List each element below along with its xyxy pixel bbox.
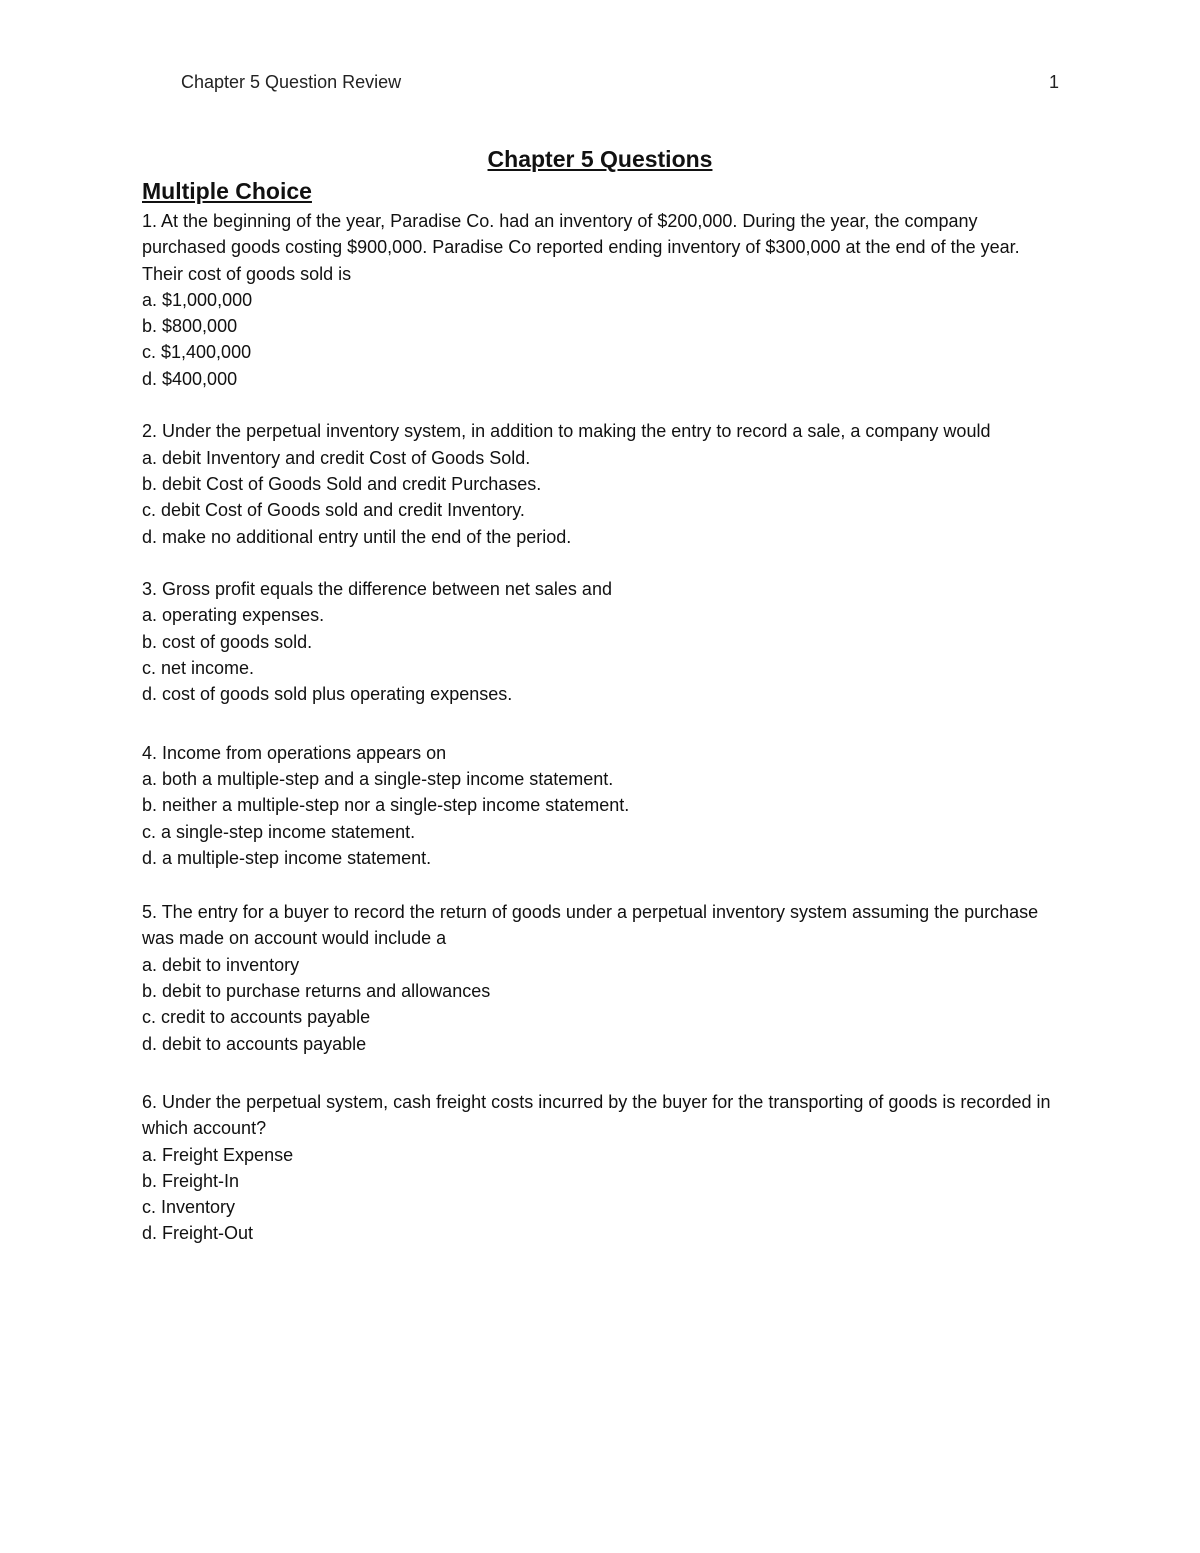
answer-option: a. Freight Expense <box>142 1144 294 1165</box>
question-5 <box>142 899 1062 1057</box>
question-stem: 5. The entry for a buyer to record the return of goods under a perpetual inventory system assuming the purchase was made on account would include a <box>142 902 1039 949</box>
page-header <box>181 72 1059 100</box>
answer-option: b. cost of goods sold. <box>142 631 313 652</box>
question-4 <box>142 740 1062 871</box>
answer-option: b. debit to purchase returns and allowances <box>142 981 491 1002</box>
answer-option: b. Freight-In <box>142 1170 240 1191</box>
answer-options <box>142 445 1062 550</box>
answer-option: b. $800,000 <box>142 316 238 337</box>
answer-option: c. Inventory <box>142 1197 236 1218</box>
answer-option: b. debit Cost of Goods Sold and credit Purchases. <box>142 473 542 494</box>
question-2 <box>142 418 1062 549</box>
answer-option: c. debit Cost of Goods sold and credit Inventory. <box>142 500 525 521</box>
page-number: 1 <box>1048 72 1059 92</box>
answer-option: c. a single-step income statement. <box>142 821 416 842</box>
question-stem: 1. At the beginning of the year, Paradise Co. had an inventory of $200,000. During the year, the company purchased goods costing $900,000. Paradise Co reported ending inventory of $300,000 at the end of the year. Their cost of goods sold is <box>142 211 1020 284</box>
section-heading: Multiple Choice <box>142 178 312 204</box>
answer-option: a. $1,000,000 <box>142 289 253 310</box>
answer-option: c. credit to accounts payable <box>142 1007 371 1028</box>
answer-option: d. Freight-Out <box>142 1223 254 1244</box>
answer-option: a. debit to inventory <box>142 954 300 975</box>
answer-options <box>142 1142 1062 1247</box>
question-list <box>142 208 1062 1273</box>
answer-option: c. net income. <box>142 658 255 679</box>
question-stem: 2. Under the perpetual inventory system, in addition to making the entry to record a sale, a company would <box>142 421 991 442</box>
answer-option: d. cost of goods sold plus operating expenses. <box>142 684 513 705</box>
answer-options <box>142 766 1062 871</box>
question-stem: 4. Income from operations appears on <box>142 742 447 763</box>
answer-options <box>142 602 1062 707</box>
answer-option: a. both a multiple-step and a single-step income statement. <box>142 768 614 789</box>
answer-option: c. $1,400,000 <box>142 342 252 363</box>
answer-option: d. debit to accounts payable <box>142 1033 367 1054</box>
answer-options <box>142 952 1062 1057</box>
document-title: Chapter 5 Questions <box>487 146 713 172</box>
answer-option: d. $400,000 <box>142 368 238 389</box>
question-3 <box>142 576 1062 707</box>
answer-option: a. debit Inventory and credit Cost of Goods Sold. <box>142 447 531 468</box>
question-stem: 6. Under the perpetual system, cash freight costs incurred by the buyer for the transporting of goods is recorded in which account? <box>142 1091 1051 1139</box>
answer-option: d. a multiple-step income statement. <box>142 847 432 868</box>
answer-option: a. operating expenses. <box>142 605 325 626</box>
question-6 <box>142 1089 1062 1247</box>
answer-option: d. make no additional entry until the end of the period. <box>142 526 572 547</box>
header-title: Chapter 5 Question Review <box>181 72 402 92</box>
question-stem: 3. Gross profit equals the difference between net sales and <box>142 579 612 600</box>
question-1 <box>142 208 1062 392</box>
answer-option: b. neither a multiple-step nor a single-step income statement. <box>142 795 630 816</box>
answer-options <box>142 287 1062 392</box>
